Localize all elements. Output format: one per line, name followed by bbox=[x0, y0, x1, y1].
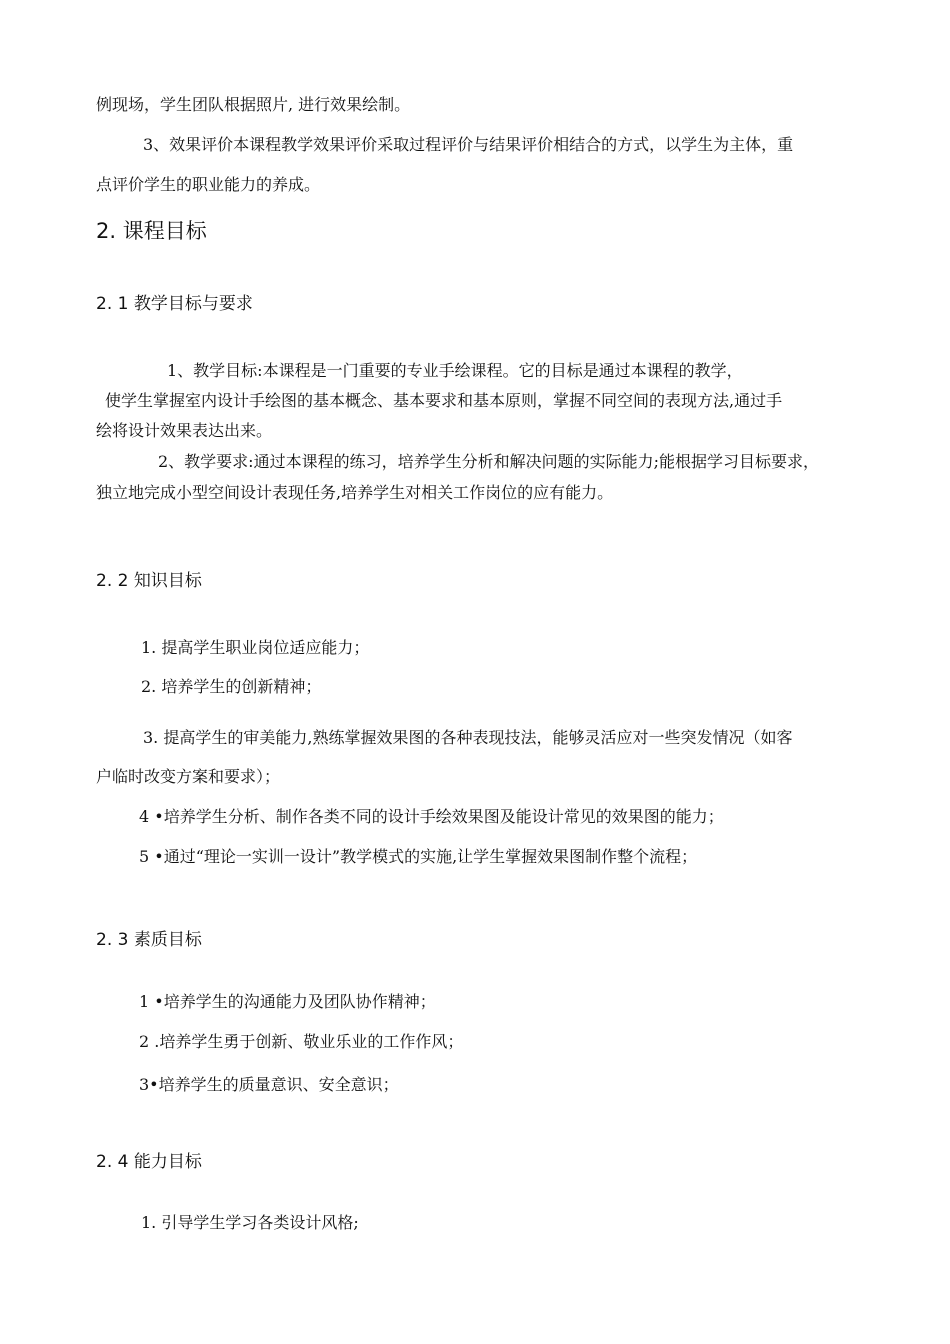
list-item: 户临时改变方案和要求）； bbox=[96, 767, 281, 786]
list-item: 3•培养学生的质量意识、安全意识； bbox=[139, 1075, 399, 1094]
subsection-heading: 2. 3 素质目标 bbox=[96, 930, 202, 950]
list-item: 4 •培养学生分析、制作各类不同的设计手绘效果图及能设计常见的效果图的能力； bbox=[139, 807, 724, 826]
list-item: 2. 培养学生的创新精神； bbox=[141, 677, 322, 696]
list-item: 5 •通过“理论一实训一设计”教学模式的实施,让学生掌握效果图制作整个流程； bbox=[139, 847, 698, 866]
paragraph-text: 独立地完成小型空间设计表现任务,培养学生对相关工作岗位的应有能力。 bbox=[96, 483, 614, 502]
subsection-heading: 2. 2 知识目标 bbox=[96, 571, 202, 591]
paragraph-text: 例现场，学生团队根据照片, 进行效果绘制。 bbox=[96, 95, 411, 114]
paragraph-text: 使学生掌握室内设计手绘图的基本概念、基本要求和基本原则，掌握不同空间的表现方法,通过手 bbox=[105, 391, 783, 410]
list-item: 1. 引导学生学习各类设计风格; bbox=[141, 1213, 359, 1232]
list-item: 1. 提高学生职业岗位适应能力； bbox=[141, 638, 370, 657]
paragraph-text: 3、效果评价本课程教学效果评价采取过程评价与结果评价相结合的方式，以学生为主体，重 bbox=[143, 135, 794, 154]
subsection-heading: 2. 4 能力目标 bbox=[96, 1152, 202, 1172]
subsection-heading: 2. 1 教学目标与要求 bbox=[96, 294, 253, 314]
paragraph-text: 1、教学目标:本课程是一门重要的专业手绘课程。它的目标是通过本课程的教学， bbox=[167, 361, 743, 380]
section-heading: 2. 课程目标 bbox=[96, 219, 207, 243]
list-item: 2 .培养学生勇于创新、敬业乐业的工作作风； bbox=[139, 1032, 464, 1051]
paragraph-text: 绘将设计效果表达出来。 bbox=[96, 421, 273, 440]
paragraph-text: 点评价学生的职业能力的养成。 bbox=[96, 175, 321, 194]
paragraph-text: 2、教学要求:通过本课程的练习，培养学生分析和解决问题的实际能力;能根据学习目标要求， bbox=[158, 452, 819, 471]
list-item: 1 •培养学生的沟通能力及团队协作精神； bbox=[139, 992, 436, 1011]
list-item: 3. 提高学生的审美能力,熟练掌握效果图的各种表现技法，能够灵活应对一些突发情况（如客 bbox=[143, 728, 793, 747]
